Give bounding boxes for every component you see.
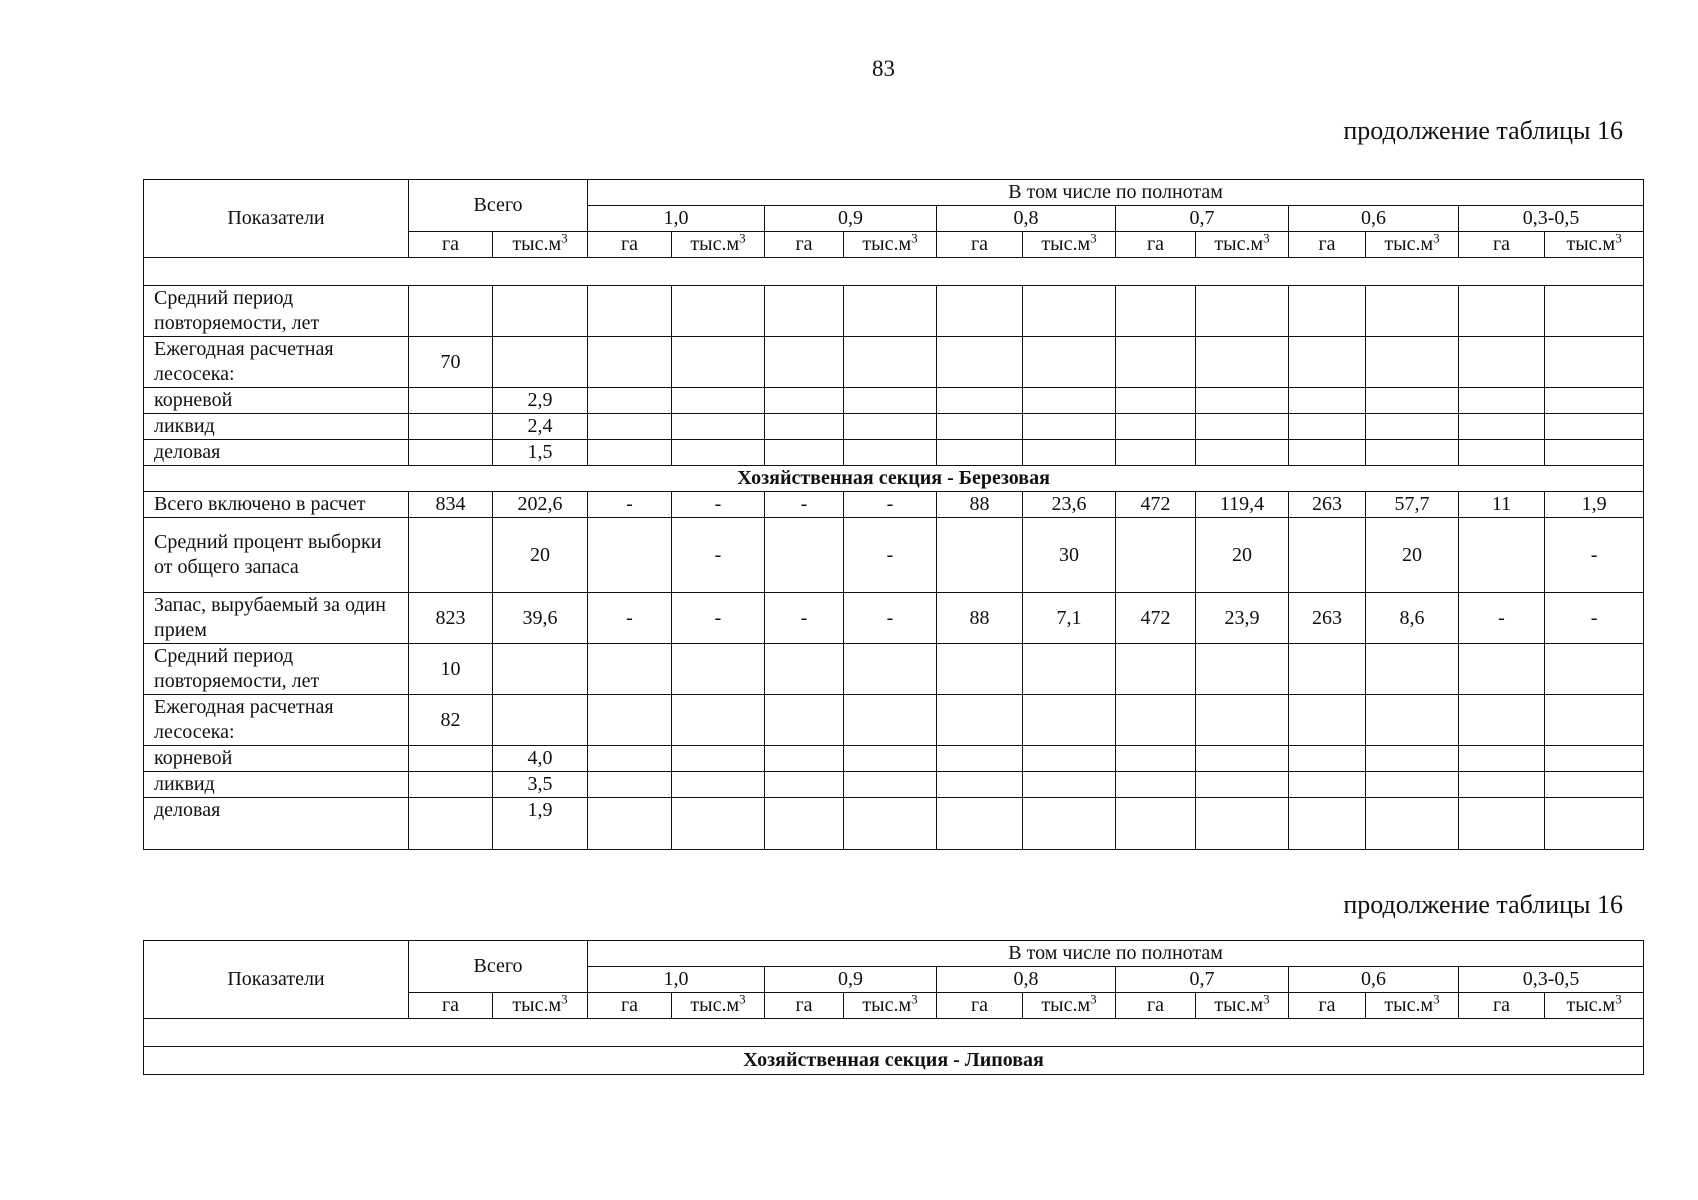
table-cell [588, 798, 672, 850]
header-by-density: В том числе по полнотам [588, 941, 1644, 967]
table-cell [409, 286, 493, 337]
table-cell [765, 440, 844, 466]
table-cell: 3,5 [493, 772, 588, 798]
section-title: Хозяйственная секция - Березовая [144, 466, 1644, 492]
unit-volume [1196, 232, 1289, 258]
table-cell [1289, 440, 1366, 466]
table-cell [588, 644, 672, 695]
unit-volume-text: тыс.м [690, 233, 740, 255]
table-cell [1196, 388, 1289, 414]
table-cell [765, 414, 844, 440]
table-cell [1366, 286, 1459, 337]
table-cell [1116, 337, 1196, 388]
unit-exponent: 3 [739, 231, 746, 246]
table-cell [1366, 388, 1459, 414]
table-cell [1289, 388, 1366, 414]
table-row [144, 593, 1644, 644]
table-cell [937, 746, 1023, 772]
unit-ha: га [588, 993, 672, 1019]
table-cell [1459, 695, 1545, 746]
row-label: корневой [144, 746, 409, 772]
table-cell [1196, 772, 1289, 798]
table-cell [1545, 388, 1644, 414]
page-number: 83 [872, 56, 895, 81]
table-cell: - [844, 518, 937, 593]
unit-volume [493, 993, 588, 1019]
table-cell: 2,9 [493, 388, 588, 414]
unit-ha: га [409, 993, 493, 1019]
table-cell [1545, 414, 1644, 440]
table-cell [844, 798, 937, 850]
table-cell [1366, 644, 1459, 695]
table-cell: 39,6 [493, 593, 588, 644]
table-cell: 20 [493, 518, 588, 593]
table-cell: 30 [1023, 518, 1116, 593]
table-cell [937, 440, 1023, 466]
table-cell [672, 746, 765, 772]
table-cell: 1,5 [493, 440, 588, 466]
unit-volume [1366, 993, 1459, 1019]
table-cell [1023, 440, 1116, 466]
table-cell: 88 [937, 593, 1023, 644]
unit-volume [1366, 232, 1459, 258]
header-density: 0,7 [1116, 206, 1289, 232]
table-cell [672, 695, 765, 746]
table-cell [937, 286, 1023, 337]
table-cell [844, 388, 937, 414]
row-label: Ежегодная расчетная лесосека: [144, 337, 409, 388]
header-density: 0,6 [1289, 967, 1459, 993]
table-cell [1289, 695, 1366, 746]
table-row [144, 518, 1644, 593]
blank-row [144, 258, 1644, 286]
unit-exponent: 3 [1433, 231, 1440, 246]
table-cell [1459, 772, 1545, 798]
unit-ha: га [588, 232, 672, 258]
table-cell [409, 518, 493, 593]
header-density: 0,3-0,5 [1459, 967, 1644, 993]
header-total: Всего [409, 941, 588, 993]
row-label: Всего включено в расчет [144, 492, 409, 518]
table-cell: 23,9 [1196, 593, 1289, 644]
table-cell: - [844, 593, 937, 644]
blank-row [144, 1019, 1644, 1047]
table-cell [1366, 337, 1459, 388]
table-cell [1116, 772, 1196, 798]
data-table-2 [143, 940, 1644, 1075]
table-cell [1366, 695, 1459, 746]
table-cell [1023, 414, 1116, 440]
header-density: 0,9 [765, 206, 937, 232]
table-cell [844, 644, 937, 695]
table-cell [588, 388, 672, 414]
table-cell [1289, 518, 1366, 593]
unit-ha: га [1289, 232, 1366, 258]
unit-volume-text: тыс.м [512, 233, 562, 255]
section-title: Хозяйственная секция - Липовая [144, 1047, 1644, 1075]
table-cell: 23,6 [1023, 492, 1116, 518]
table-cell: 119,4 [1196, 492, 1289, 518]
table-row [144, 798, 1644, 850]
unit-ha: га [1459, 232, 1545, 258]
table-cell [937, 518, 1023, 593]
table-cell [409, 798, 493, 850]
table-cell [672, 414, 765, 440]
table-cell [672, 286, 765, 337]
unit-ha: га [765, 993, 844, 1019]
table-cell [1023, 695, 1116, 746]
table-cell [765, 337, 844, 388]
table-row [144, 772, 1644, 798]
unit-exponent: 3 [1615, 992, 1622, 1007]
unit-volume-text: тыс.м [1041, 994, 1091, 1016]
table-cell: 263 [1289, 492, 1366, 518]
table-cell: 57,7 [1366, 492, 1459, 518]
row-label: деловая [144, 440, 409, 466]
table-cell [1289, 772, 1366, 798]
table-cell [672, 440, 765, 466]
table-cell [672, 772, 765, 798]
unit-volume-text: тыс.м [1214, 233, 1264, 255]
continuation-label: продолжение таблицы 16 [1343, 890, 1623, 919]
unit-volume [844, 993, 937, 1019]
table-cell: 2,4 [493, 414, 588, 440]
table-cell [1023, 746, 1116, 772]
table-cell [1289, 798, 1366, 850]
table-cell [1289, 337, 1366, 388]
table-row [144, 286, 1644, 337]
table-cell [493, 644, 588, 695]
table-cell [1545, 337, 1644, 388]
unit-ha: га [765, 232, 844, 258]
table-cell [765, 772, 844, 798]
table-cell [672, 798, 765, 850]
unit-volume [672, 993, 765, 1019]
table-cell [1366, 798, 1459, 850]
table-cell: - [1545, 593, 1644, 644]
table-row [144, 644, 1644, 695]
table-cell [844, 695, 937, 746]
table-cell [1023, 388, 1116, 414]
table-cell: 11 [1459, 492, 1545, 518]
table-cell [1459, 388, 1545, 414]
table-cell [1196, 286, 1289, 337]
table-cell: 1,9 [1545, 492, 1644, 518]
unit-volume-text: тыс.м [1214, 994, 1264, 1016]
table-cell: 823 [409, 593, 493, 644]
table-cell [765, 286, 844, 337]
unit-exponent: 3 [1090, 992, 1097, 1007]
table-cell [937, 337, 1023, 388]
header-density: 0,8 [937, 967, 1116, 993]
table-cell [409, 414, 493, 440]
table-cell [1023, 772, 1116, 798]
table-cell [1545, 644, 1644, 695]
unit-ha: га [1459, 993, 1545, 1019]
table-cell [493, 695, 588, 746]
table-cell: 472 [1116, 593, 1196, 644]
unit-exponent: 3 [911, 992, 918, 1007]
table-cell [1545, 440, 1644, 466]
table-cell [672, 337, 765, 388]
table-cell [1196, 337, 1289, 388]
table-cell [588, 286, 672, 337]
table-cell: 88 [937, 492, 1023, 518]
table-cell [1116, 388, 1196, 414]
unit-volume [1023, 232, 1116, 258]
table-cell [765, 388, 844, 414]
table-cell: - [844, 492, 937, 518]
unit-ha: га [1116, 993, 1196, 1019]
unit-ha: га [409, 232, 493, 258]
blank-cell [144, 258, 1644, 286]
table-cell [1289, 414, 1366, 440]
unit-ha: га [937, 232, 1023, 258]
unit-exponent: 3 [911, 231, 918, 246]
table-cell [1545, 772, 1644, 798]
unit-exponent: 3 [1615, 231, 1622, 246]
table-body [144, 258, 1644, 850]
row-label: ликвид [144, 772, 409, 798]
table-cell: 202,6 [493, 492, 588, 518]
table-cell [765, 695, 844, 746]
table-cell [1459, 414, 1545, 440]
unit-ha: га [937, 993, 1023, 1019]
header-density: 0,7 [1116, 967, 1289, 993]
table-row [144, 388, 1644, 414]
table-cell [409, 440, 493, 466]
table-cell: 82 [409, 695, 493, 746]
table-cell [1116, 798, 1196, 850]
table-cell: - [672, 593, 765, 644]
unit-volume-text: тыс.м [1041, 233, 1091, 255]
header-density: 0,3-0,5 [1459, 206, 1644, 232]
table-cell: 472 [1116, 492, 1196, 518]
table-cell [409, 746, 493, 772]
table-cell [588, 695, 672, 746]
row-label: Средний процент выборки от общего запаса [144, 518, 409, 593]
row-label: Ежегодная расчетная лесосека: [144, 695, 409, 746]
table-cell [937, 695, 1023, 746]
header-density: 1,0 [588, 967, 765, 993]
table-cell [1289, 644, 1366, 695]
unit-volume [1023, 993, 1116, 1019]
header-total: Всего [409, 180, 588, 232]
table-cell [588, 440, 672, 466]
section-row [144, 1047, 1644, 1075]
table-cell [588, 518, 672, 593]
continuation-label: продолжение таблицы 16 [1343, 116, 1623, 145]
table-cell: 20 [1196, 518, 1289, 593]
table-cell [588, 772, 672, 798]
table-cell [1459, 798, 1545, 850]
unit-exponent: 3 [1263, 992, 1270, 1007]
table-cell [672, 388, 765, 414]
table-cell [844, 746, 937, 772]
table-row [144, 337, 1644, 388]
table-cell [1459, 746, 1545, 772]
table-row [144, 695, 1644, 746]
table-cell [937, 644, 1023, 695]
unit-volume-text: тыс.м [1566, 233, 1616, 255]
header-density: 1,0 [588, 206, 765, 232]
unit-volume [1545, 232, 1644, 258]
table-cell [765, 798, 844, 850]
table-cell [409, 772, 493, 798]
table-cell [1366, 746, 1459, 772]
table-cell [1545, 286, 1644, 337]
table-cell [1196, 695, 1289, 746]
table-cell: 7,1 [1023, 593, 1116, 644]
table-cell [588, 414, 672, 440]
table-cell [1459, 337, 1545, 388]
table-cell: - [672, 518, 765, 593]
table-cell [1459, 518, 1545, 593]
table-cell: 263 [1289, 593, 1366, 644]
table-row [144, 440, 1644, 466]
table-cell [493, 337, 588, 388]
table-cell: 70 [409, 337, 493, 388]
table-cell [672, 644, 765, 695]
table-cell: 1,9 [493, 798, 588, 850]
header-by-density: В том числе по полнотам [588, 180, 1644, 206]
unit-exponent: 3 [561, 231, 568, 246]
blank-cell [144, 1019, 1644, 1047]
table-row [144, 746, 1644, 772]
header-indicator: Показатели [144, 180, 409, 258]
table-cell [1023, 337, 1116, 388]
table-cell [937, 414, 1023, 440]
table-cell [1196, 644, 1289, 695]
table-cell [1196, 414, 1289, 440]
unit-volume [1196, 993, 1289, 1019]
table-cell [765, 518, 844, 593]
row-label: корневой [144, 388, 409, 414]
table-cell [1116, 695, 1196, 746]
table-cell [1545, 798, 1644, 850]
unit-volume-text: тыс.м [862, 233, 912, 255]
table-cell [1116, 644, 1196, 695]
table-cell: 20 [1366, 518, 1459, 593]
section-row [144, 466, 1644, 492]
table-cell [1116, 518, 1196, 593]
unit-volume-text: тыс.м [1384, 994, 1434, 1016]
table-header [144, 180, 1644, 258]
header-density: 0,9 [765, 967, 937, 993]
table-cell: - [765, 492, 844, 518]
table-cell [493, 286, 588, 337]
table-cell [1196, 798, 1289, 850]
unit-ha: га [1289, 993, 1366, 1019]
unit-exponent: 3 [1263, 231, 1270, 246]
table-cell [588, 337, 672, 388]
table-cell [844, 440, 937, 466]
table-cell: 834 [409, 492, 493, 518]
unit-volume-text: тыс.м [690, 994, 740, 1016]
table-cell [1023, 644, 1116, 695]
table-cell [1289, 746, 1366, 772]
table-cell [1116, 414, 1196, 440]
header-density: 0,8 [937, 206, 1116, 232]
table-row [144, 414, 1644, 440]
table-row [144, 492, 1644, 518]
table-cell: - [588, 593, 672, 644]
table-cell [1289, 286, 1366, 337]
row-label: Запас, вырубаемый за один прием [144, 593, 409, 644]
table-cell [1023, 798, 1116, 850]
table-cell [844, 772, 937, 798]
unit-volume [493, 232, 588, 258]
table-cell: - [672, 492, 765, 518]
unit-volume [844, 232, 937, 258]
unit-volume [672, 232, 765, 258]
unit-volume-text: тыс.м [1566, 994, 1616, 1016]
unit-exponent: 3 [739, 992, 746, 1007]
table-cell [937, 772, 1023, 798]
table-cell: - [765, 593, 844, 644]
table-cell: 8,6 [1366, 593, 1459, 644]
table-cell [844, 286, 937, 337]
table-cell [1545, 695, 1644, 746]
table-cell [844, 414, 937, 440]
table-cell [1023, 286, 1116, 337]
table-cell [1366, 414, 1459, 440]
table-cell [1196, 440, 1289, 466]
table-cell [765, 644, 844, 695]
unit-ha: га [1116, 232, 1196, 258]
header-density: 0,6 [1289, 206, 1459, 232]
table-cell [937, 388, 1023, 414]
table-body [144, 1019, 1644, 1075]
row-label: ликвид [144, 414, 409, 440]
row-label: деловая [144, 798, 409, 850]
table-cell [1366, 440, 1459, 466]
unit-exponent: 3 [1090, 231, 1097, 246]
table-header [144, 941, 1644, 1019]
unit-volume [1545, 993, 1644, 1019]
unit-exponent: 3 [561, 992, 568, 1007]
table-cell [1545, 746, 1644, 772]
table-cell [409, 388, 493, 414]
table-cell [937, 798, 1023, 850]
header-indicator: Показатели [144, 941, 409, 1019]
table-cell [765, 746, 844, 772]
row-label: Средний период повторяемости, лет [144, 286, 409, 337]
table-cell [1366, 772, 1459, 798]
table-cell [1116, 286, 1196, 337]
table-cell [1459, 286, 1545, 337]
table-cell [588, 746, 672, 772]
table-cell [844, 337, 937, 388]
table-cell [1459, 644, 1545, 695]
table-cell: 4,0 [493, 746, 588, 772]
unit-exponent: 3 [1433, 992, 1440, 1007]
table-cell: - [588, 492, 672, 518]
unit-volume-text: тыс.м [1384, 233, 1434, 255]
table-cell [1116, 746, 1196, 772]
table-cell: - [1545, 518, 1644, 593]
table-cell [1196, 746, 1289, 772]
unit-volume-text: тыс.м [512, 994, 562, 1016]
table-cell: 10 [409, 644, 493, 695]
data-table-1 [143, 179, 1644, 850]
table-cell [1459, 440, 1545, 466]
table-cell [1116, 440, 1196, 466]
unit-volume-text: тыс.м [862, 994, 912, 1016]
row-label: Средний период повторяемости, лет [144, 644, 409, 695]
table-cell: - [1459, 593, 1545, 644]
